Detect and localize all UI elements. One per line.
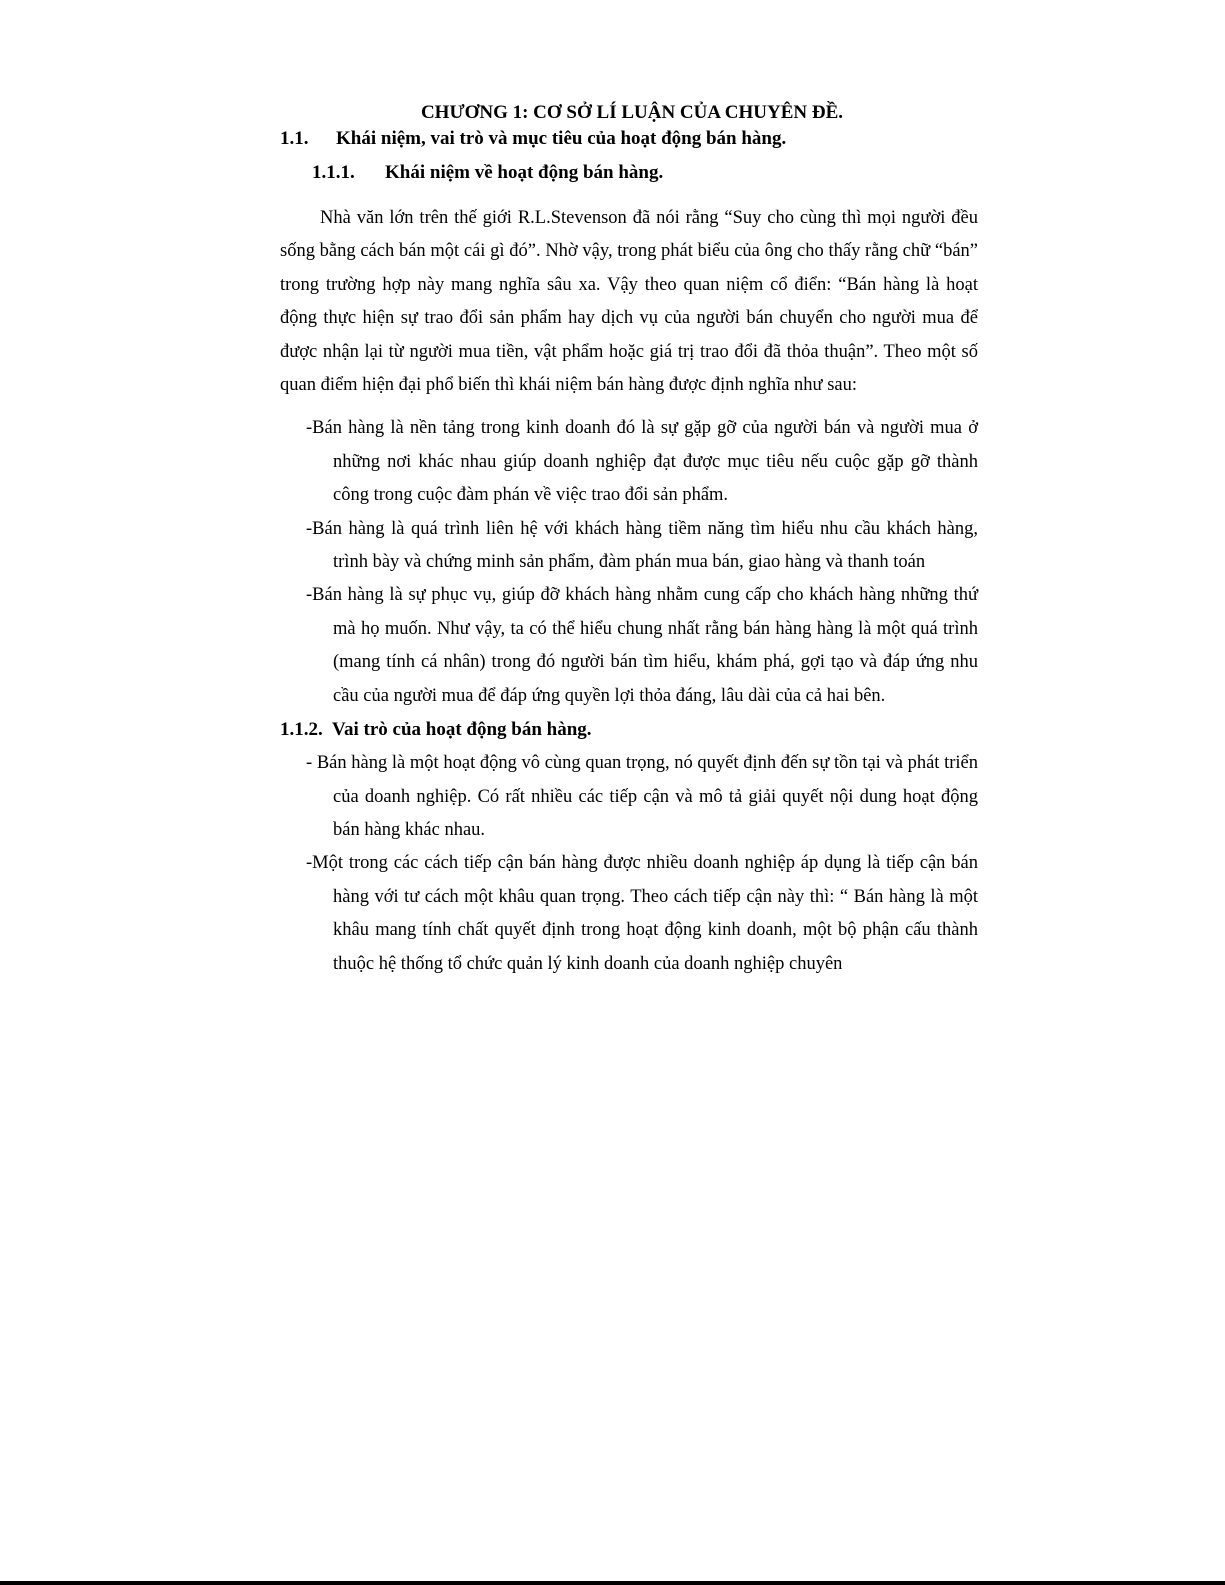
list-item: -Bán hàng là nền tảng trong kinh doanh đó là sự gặp gỡ của người bán và người mua ở những nơi khác nhau giúp doanh nghiệp đạt được mục tiêu nếu cuộc gặp gỡ thành công trong cuộc đàm phán về việc trao đổi sản phẩm.	[306, 418, 978, 506]
section-title: Khái niệm, vai trò và mục tiêu của hoạt động bán hàng.	[336, 128, 787, 149]
list-item: -Bán hàng là sự phục vụ, giúp đỡ khách hàng nhằm cung cấp cho khách hàng những thứ mà họ muốn. Như vậy, ta có thể hiểu chung nhất rằng bán hàng hàng là một quá trình (mang tính cá nhân) trong đó người bán tìm hiểu, khám phá, gợi tạo và đáp ứng nhu cầu của người mua để đáp ứng quyền lợi thỏa đáng, lâu dài của cả hai bên.	[306, 585, 978, 706]
definition-list	[280, 412, 978, 713]
intro-paragraph: Nhà văn lớn trên thế giới R.L.Stevenson đã nói rằng “Suy cho cùng thì mọi người đều sống bằng cách bán một cái gì đó”. Nhờ vậy, trong phát biểu của ông cho thấy rằng chữ “bán” trong trường hợp này mang nghĩa sâu xa. Vậy theo quan niệm cổ điển: “Bán hàng là hoạt động thực hiện sự trao đổi sản phẩm hay dịch vụ của người bán chuyển cho người mua để được nhận lại từ người mua tiền, vật phẩm hoặc giá trị trao đổi đã thỏa thuận”. Theo một số quan điểm hiện đại phổ biến thì khái niệm bán hàng được định nghĩa như sau:	[280, 208, 978, 396]
section-heading-1-1	[280, 124, 978, 154]
list-item: - Bán hàng là một hoạt động vô cùng quan trọng, nó quyết định đến sự tồn tại và phát triển của doanh nghiệp. Có rất nhiều các tiếp cận và mô tả giải quyết nội dung hoạt động bán hàng khác nhau.	[306, 753, 978, 840]
section-heading-1-1-1	[312, 158, 978, 188]
list-item: -Bán hàng là quá trình liên hệ với khách hàng tiềm năng tìm hiểu nhu cầu khách hàng, trình bày và chứng minh sản phẩm, đàm phán mua bán, giao hàng và thanh toán	[306, 518, 978, 573]
document-body	[280, 98, 978, 981]
page-bottom-rule	[0, 1581, 1225, 1585]
role-list	[280, 747, 978, 981]
section-number: 1.1.1.	[312, 162, 355, 183]
section-number: 1.1.	[280, 128, 309, 149]
section-title: Vai trò của hoạt động bán hàng.	[332, 719, 592, 741]
section-number: 1.1.2.	[280, 719, 323, 741]
list-item: -Một trong các cách tiếp cận bán hàng được nhiều doanh nghiệp áp dụng là tiếp cận bán hàng với tư cách một khâu quan trọng. Theo cách tiếp cận này thì: “ Bán hàng là một khâu mang tính chất quyết định trong hoạt động kinh doanh, một bộ phận cấu thành thuộc hệ thống tổ chức quản lý kinh doanh của doanh nghiệp chuyên	[306, 853, 978, 974]
section-title: Khái niệm về hoạt động bán hàng.	[385, 162, 664, 183]
chapter-title: CHƯƠNG 1: CƠ SỞ LÍ LUẬN CỦA CHUYÊN ĐỀ.	[420, 102, 844, 123]
section-heading-1-1-2	[280, 715, 978, 745]
